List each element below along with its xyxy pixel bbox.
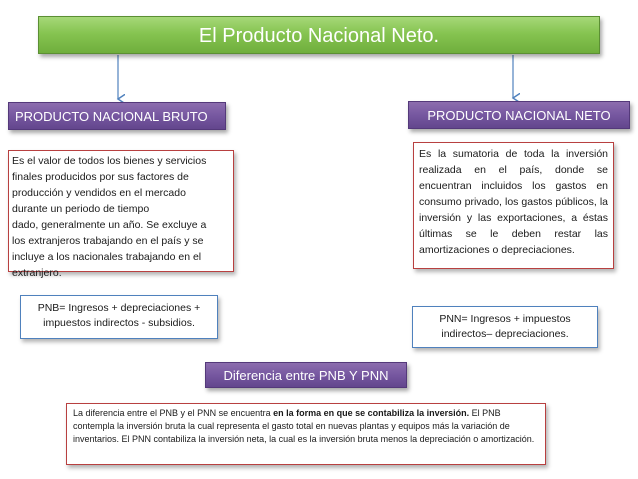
pnb-def-line: extranjero. (12, 267, 62, 279)
difference-text (66, 403, 546, 465)
pnn-header: PRODUCTO NACIONAL NETO (408, 101, 630, 129)
pnn-formula-line: PNN= Ingresos + impuestos (439, 313, 571, 325)
pnn-formula-line: indirectos– depreciaciones. (441, 328, 569, 340)
pnb-header: PRODUCTO NACIONAL BRUTO (8, 102, 226, 130)
pnb-def-line: producción y vendidos en el mercado (12, 187, 186, 199)
pnb-definition (8, 150, 234, 279)
pnn-definition: Es la sumatoria de toda la inversión realizada en el país, donde se encuentran incluidos los gastos en consumo privado, los gastos públicos, la inversión y las exportaciones, a éstas últimas se le deben restar las amortizaciones o depreciaciones. (413, 142, 614, 269)
pnb-formula-line: PNB= Ingresos + depreciaciones + (37, 302, 201, 314)
difference-header: Diferencia entre PNB Y PNN (205, 362, 407, 388)
pnb-def-line: durante un periodo de tiempo (12, 203, 150, 215)
page-title: El Producto Nacional Neto. (38, 16, 600, 54)
pnb-formula (20, 295, 218, 339)
pnb-def-line: dado, generalmente un año. Se excluye a (12, 219, 207, 231)
difference-text-end: El PNB contempla la inversión bruta la cual representa el gasto total en nuevas plantas y equipos más la variación de inventarios. El PNN contabiliza la inversión neta, la cual es la inversión bruta menos la depreciación o amortización. (73, 408, 535, 444)
pnb-def-line: finales producidos por sus factores de (12, 171, 189, 183)
pnb-formula-line: impuestos indirectos - subsidios. (43, 317, 195, 329)
pnb-def-line: incluye a los nacionales trabajando en el (12, 251, 202, 263)
difference-text-start: La diferencia entre el PNB y el PNN se encuentra (73, 408, 274, 418)
pnb-def-line: los extranjeros trabajando en el país y se (12, 235, 204, 247)
pnb-def-line: Es el valor de todos los bienes y servicios (12, 155, 207, 167)
difference-text-bold: en la forma en que se contabiliza la inversión. (273, 408, 470, 418)
pnn-formula (412, 306, 598, 348)
